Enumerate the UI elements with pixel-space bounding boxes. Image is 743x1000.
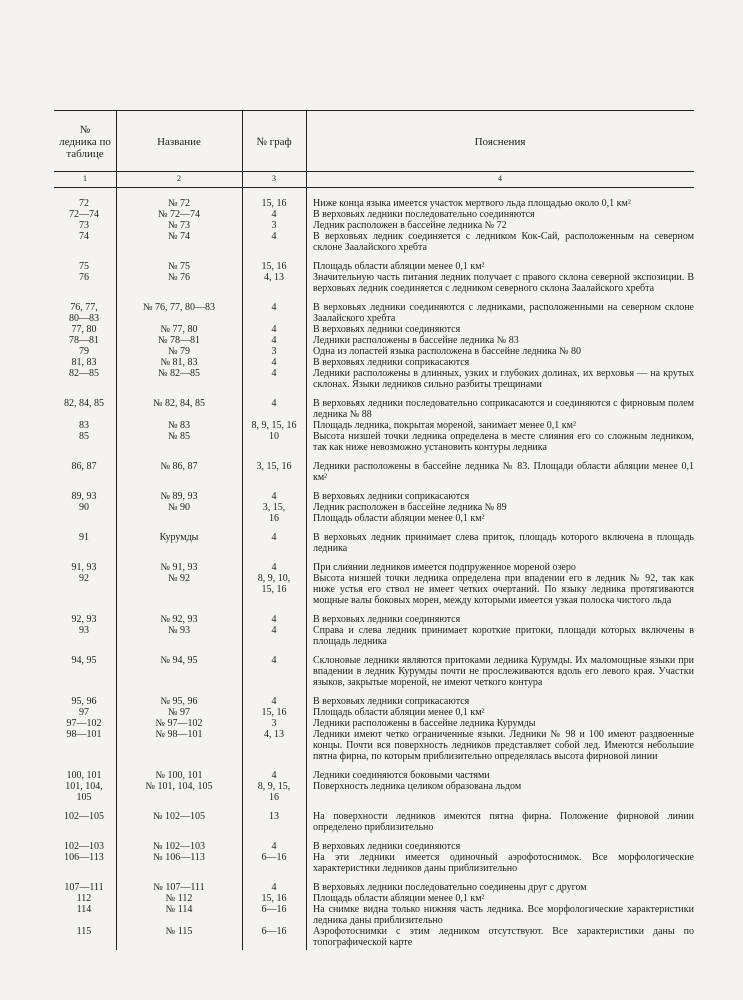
cell-glacier-number: 76: [79, 272, 89, 283]
cell-explanation: В верховьях ледники соединяются с ледниками, расположенными на северном склоне Заалайского хребта: [313, 302, 694, 324]
cell-graph-numbers: 15, 16: [261, 707, 287, 718]
cell-glacier-number: 82—85: [69, 368, 99, 379]
cell-name: № 76: [167, 272, 191, 283]
cell-name: № 107—111: [153, 882, 205, 893]
cell-explanation: На эти ледники имеется одиночный аэрофотоснимок. Все морфологические характеристики ледников даны приблизительно: [313, 852, 694, 874]
table-row: [54, 926, 694, 948]
cell-graph-numbers: 4, 13: [264, 272, 284, 283]
cell-graph-numbers: 4: [271, 231, 277, 242]
cell-name: № 76, 77, 80—83: [142, 302, 216, 313]
table-row: [54, 852, 694, 874]
cell-explanation: На поверхности ледников имеются пятна фирна. Положение фирновой линии определено приблизительно: [313, 811, 694, 833]
table-row: [54, 220, 694, 231]
cell-graph-numbers: 4: [271, 335, 277, 346]
cell-name: № 79: [167, 346, 191, 357]
table-row: [54, 729, 694, 762]
cell-graph-numbers: 4: [271, 324, 277, 335]
cell-graph-numbers: 4: [271, 357, 277, 368]
table-row: [54, 841, 694, 852]
cell-explanation: В верховьях ледник принимает слева приток, площадь которого включена в площадь ледника: [313, 532, 694, 554]
table-row: [54, 781, 694, 803]
cell-graph-numbers: 13: [269, 811, 279, 822]
cell-glacier-number: 72—74: [69, 209, 99, 220]
cell-name: № 100, 101: [155, 770, 203, 781]
cell-graph-numbers: 3, 15, 16: [256, 461, 292, 472]
cell-explanation: Ледники расположены в длинных, узких и глубоких долинах, их верховья — на крутых склонах. Языки ледников сильно разбиты трещинами: [313, 368, 694, 390]
table-row: [54, 357, 694, 368]
cell-explanation: На снимке видна только нижняя часть ледника. Все морфологические характеристики ледника даны приблизительно: [313, 904, 694, 926]
cell-explanation: Площадь области абляции менее 0,1 км²: [313, 707, 485, 718]
cell-graph-numbers: 6—16: [261, 852, 287, 863]
cell-explanation: Площадь области абляции менее 0,1 км²: [313, 893, 485, 904]
cell-explanation: Площадь ледника, покрытая мореной, занимает менее 0,1 км²: [313, 420, 576, 431]
cell-glacier-number: 94, 95: [71, 655, 97, 666]
header-graph-number: № граф: [256, 136, 292, 148]
cell-graph-numbers: 3: [271, 718, 277, 729]
cell-graph-numbers: 4: [271, 398, 277, 409]
cell-graph-numbers: 4: [271, 532, 277, 543]
table-top-rule: [54, 110, 694, 111]
cell-glacier-number: 97: [79, 707, 89, 718]
table-row: [54, 614, 694, 625]
cell-graph-numbers: 6—16: [261, 904, 287, 915]
cell-explanation: Одна из лопастей языка расположена в бассейне ледника № 80: [313, 346, 582, 357]
table-row: [54, 461, 694, 483]
cell-graph-numbers: 15, 16: [261, 198, 287, 209]
table-row: [54, 324, 694, 335]
cell-explanation: Ледник расположен в бассейне ледника № 89 Площадь области абляции менее 0,1 км²: [313, 502, 507, 524]
cell-name: № 92: [167, 573, 191, 584]
table-row: [54, 198, 694, 209]
cell-glacier-number: 100, 101: [66, 770, 102, 781]
cell-graph-numbers: 3: [271, 220, 277, 231]
table-row: [54, 882, 694, 893]
cell-explanation: В верховьях ледники последовательно соприкасаются и соединяются с фирновым полем ледника № 88: [313, 398, 694, 420]
cell-glacier-number: 92, 93: [71, 614, 97, 625]
cell-graph-numbers: 4: [271, 841, 277, 852]
cell-name: № 86, 87: [160, 461, 198, 472]
cell-explanation: Значительную часть питания ледник получает с правого склона северной экспозиции. В верховьях ледник соединяется с ледником северного склона Заалайского хребта: [313, 272, 694, 294]
cell-glacier-number: 79: [79, 346, 89, 357]
cell-name: № 115: [165, 926, 193, 937]
cell-glacier-number: 115: [76, 926, 92, 937]
cell-graph-numbers: 4: [271, 625, 277, 636]
table-row: [54, 811, 694, 833]
cell-explanation: Ледники расположены в бассейне ледника № 83. Площади области абляции менее 0,1 км²: [313, 461, 694, 483]
table-row: [54, 573, 694, 606]
cell-graph-numbers: 4: [271, 696, 277, 707]
cell-name: № 102—103: [152, 841, 206, 852]
cell-graph-numbers: 4: [271, 614, 277, 625]
cell-explanation: Поверхность ледника целиком образована льдом: [313, 781, 522, 792]
cell-explanation: В верховьях ледники соприкасаются: [313, 491, 470, 502]
header-name: Название: [157, 136, 201, 148]
cell-graph-numbers: 4: [271, 562, 277, 573]
column-number-2: 2: [177, 174, 181, 183]
cell-glacier-number: 107—111: [64, 882, 104, 893]
cell-name: № 73: [167, 220, 191, 231]
cell-name: № 98—101: [155, 729, 203, 740]
cell-graph-numbers: 3, 15, 16: [262, 502, 286, 524]
cell-name: № 78—81: [157, 335, 201, 346]
cell-name: № 89, 93: [160, 491, 198, 502]
cell-name: № 75: [167, 261, 191, 272]
cell-name: № 106—113: [153, 852, 205, 863]
cell-name: № 101, 104, 105: [145, 781, 213, 792]
cell-glacier-number: 91, 93: [71, 562, 97, 573]
cell-graph-numbers: 8, 9, 15, 16: [251, 420, 297, 431]
cell-name: № 94, 95: [160, 655, 198, 666]
cell-name: № 95, 96: [160, 696, 198, 707]
table-row: [54, 346, 694, 357]
table-row: [54, 335, 694, 346]
cell-name: № 97: [167, 707, 191, 718]
cell-name: № 90: [167, 502, 191, 513]
cell-name: № 92, 93: [160, 614, 198, 625]
cell-graph-numbers: 4: [271, 368, 277, 379]
cell-explanation: Высота низшей точки ледника определена при впадении его в ледник № 92, так как ниже устья его ствол не имеет четких очертаний. По языку ледника протягиваются мощные валы боковых морен, между которыми имеется узкая полоска чистого льда: [313, 573, 694, 606]
table-row: [54, 532, 694, 554]
cell-name: № 82, 84, 85: [152, 398, 206, 409]
cell-explanation: Ледники расположены в бассейне ледника Курумды: [313, 718, 536, 729]
column-number-3: 3: [272, 174, 276, 183]
cell-explanation: Площадь области абляции менее 0,1 км²: [313, 261, 485, 272]
cell-glacier-number: 95, 96: [71, 696, 97, 707]
cell-graph-numbers: 6—16: [261, 926, 287, 937]
cell-explanation: Высота низшей точки ледника определена в месте слияния его со сложным ледником, так как ниже невозможно установить контуры ледника: [313, 431, 694, 453]
table-row: [54, 491, 694, 502]
cell-explanation: Склоновые ледники являются притоками ледника Курумды. Их маломощные языки при впадении в ледник Курумды почти не прослеживаются вдоль его левого края. Участки языков, закрытые мореной, не имеют четкого контура: [313, 655, 694, 688]
cell-explanation: Аэрофотоснимки с этим ледником отсутствуют. Все характеристики даны по топографической карте: [313, 926, 694, 948]
cell-graph-numbers: 15, 16: [261, 893, 287, 904]
cell-glacier-number: 82, 84, 85: [64, 398, 104, 409]
cell-explanation: В верховьях ледники соединяются: [313, 841, 461, 852]
cell-glacier-number: 77, 80: [71, 324, 97, 335]
cell-name: № 112: [165, 893, 193, 904]
cell-glacier-number: 102—103: [64, 841, 104, 852]
cell-name: № 82—85: [157, 368, 201, 379]
cell-glacier-number: 81, 83: [71, 357, 97, 368]
cell-graph-numbers: 15, 16: [261, 261, 287, 272]
cell-graph-numbers: 4: [271, 302, 277, 313]
cell-glacier-number: 76, 77, 80—83: [69, 302, 99, 324]
table-row: [54, 261, 694, 272]
cell-glacier-number: 73: [79, 220, 89, 231]
table-row: [54, 431, 694, 453]
table-row: [54, 770, 694, 781]
table-body: [54, 198, 694, 948]
cell-name: № 77, 80: [160, 324, 198, 335]
cell-graph-numbers: 4: [271, 655, 277, 666]
cell-explanation: Ледники соединяются боковыми частями: [313, 770, 490, 781]
cell-glacier-number: 85: [79, 431, 89, 442]
cell-name: № 83: [167, 420, 191, 431]
table-row: [54, 502, 694, 524]
column-number-1: 1: [83, 174, 87, 183]
cell-graph-numbers: 8, 9, 15, 16: [257, 781, 291, 803]
cell-name: № 93: [167, 625, 191, 636]
cell-explanation: В верховьях ледники соприкасаются: [313, 357, 470, 368]
cell-glacier-number: 93: [79, 625, 89, 636]
cell-glacier-number: 97—102: [66, 718, 102, 729]
cell-glacier-number: 78—81: [69, 335, 99, 346]
table-row: [54, 562, 694, 573]
cell-glacier-number: 106—113: [64, 852, 104, 863]
cell-graph-numbers: 3: [271, 346, 277, 357]
cell-glacier-number: 102—105: [64, 811, 104, 822]
column-number-4: 4: [498, 174, 502, 183]
cell-graph-numbers: 4: [271, 491, 277, 502]
cell-name: № 91, 93: [160, 562, 198, 573]
cell-glacier-number: 89, 93: [71, 491, 97, 502]
cell-glacier-number: 86, 87: [71, 461, 97, 472]
cell-graph-numbers: 8, 9, 10, 15, 16: [257, 573, 291, 595]
cell-graph-numbers: 4: [271, 209, 277, 220]
header-glacier-number: № ледника по таблице: [59, 124, 111, 160]
table-row: [54, 893, 694, 904]
cell-name: № 97—102: [155, 718, 203, 729]
cell-graph-numbers: 4: [271, 882, 277, 893]
cell-glacier-number: 74: [79, 231, 89, 242]
column-numbers-rule: [54, 187, 694, 188]
cell-glacier-number: 101, 104, 105: [65, 781, 103, 803]
cell-name: № 85: [167, 431, 191, 442]
cell-explanation: В верховьях ледник соединяется с ледником Кок-Сай, расположенным на северном склоне Заалайского хребта: [313, 231, 694, 253]
header-explanations: Пояснения: [474, 136, 526, 148]
cell-explanation: Ниже конца языка имеется участок мертвого льда площадью около 0,1 км²: [313, 198, 631, 209]
cell-glacier-number: 83: [79, 420, 89, 431]
cell-graph-numbers: 4, 13: [264, 729, 284, 740]
cell-explanation: Ледник расположен в бассейне ледника № 72: [313, 220, 507, 231]
cell-glacier-number: 92: [79, 573, 89, 584]
table-row: [54, 707, 694, 718]
cell-explanation: В верховьях ледники соединяются: [313, 614, 461, 625]
cell-name: Курумды: [159, 532, 199, 543]
table-row: [54, 420, 694, 431]
cell-glacier-number: 114: [76, 904, 92, 915]
cell-explanation: В верховьях ледники соединяются: [313, 324, 461, 335]
cell-name: № 81, 83: [160, 357, 198, 368]
cell-explanation: При слиянии ледников имеется подпруженное мореной озеро: [313, 562, 576, 573]
cell-glacier-number: 75: [79, 261, 89, 272]
cell-glacier-number: 72: [79, 198, 89, 209]
table-row: [54, 904, 694, 926]
table-row: [54, 696, 694, 707]
cell-name: № 72—74: [157, 209, 201, 220]
cell-graph-numbers: 10: [269, 431, 279, 442]
table-row: [54, 272, 694, 294]
cell-name: № 74: [167, 231, 191, 242]
table-row: [54, 302, 694, 324]
table-row: [54, 209, 694, 220]
cell-explanation: В верховьях ледники последовательно соединяются: [313, 209, 535, 220]
table-row: [54, 368, 694, 390]
cell-explanation: В верховьях ледники последовательно соединены друг с другом: [313, 882, 587, 893]
table-row: [54, 398, 694, 420]
cell-graph-numbers: 4: [271, 770, 277, 781]
cell-glacier-number: 90: [79, 502, 89, 513]
cell-name: № 114: [165, 904, 193, 915]
cell-explanation: Ледники имеют четко ограниченные языки. Ледники № 98 и 100 имеют раздвоенные концы. Почти вся поверхность ледников представляет собой лед. Имеются небольшие пятна фирна, по которым приблизительно определялась высота фирновой линии: [313, 729, 694, 762]
cell-explanation: Ледники расположены в бассейне ледника № 83: [313, 335, 519, 346]
table-row: [54, 655, 694, 688]
table-row: [54, 718, 694, 729]
cell-explanation: В верховьях ледники соприкасаются: [313, 696, 470, 707]
cell-glacier-number: 98—101: [66, 729, 102, 740]
table-row: [54, 625, 694, 647]
cell-name: № 102—105: [152, 811, 206, 822]
header-rule: [54, 171, 694, 172]
table-row: [54, 231, 694, 253]
cell-glacier-number: 112: [76, 893, 92, 904]
cell-glacier-number: 91: [79, 532, 89, 543]
cell-explanation: Справа и слева ледник принимает короткие притоки, площади которых включены в площадь ледника: [313, 625, 694, 647]
cell-name: № 72: [167, 198, 191, 209]
